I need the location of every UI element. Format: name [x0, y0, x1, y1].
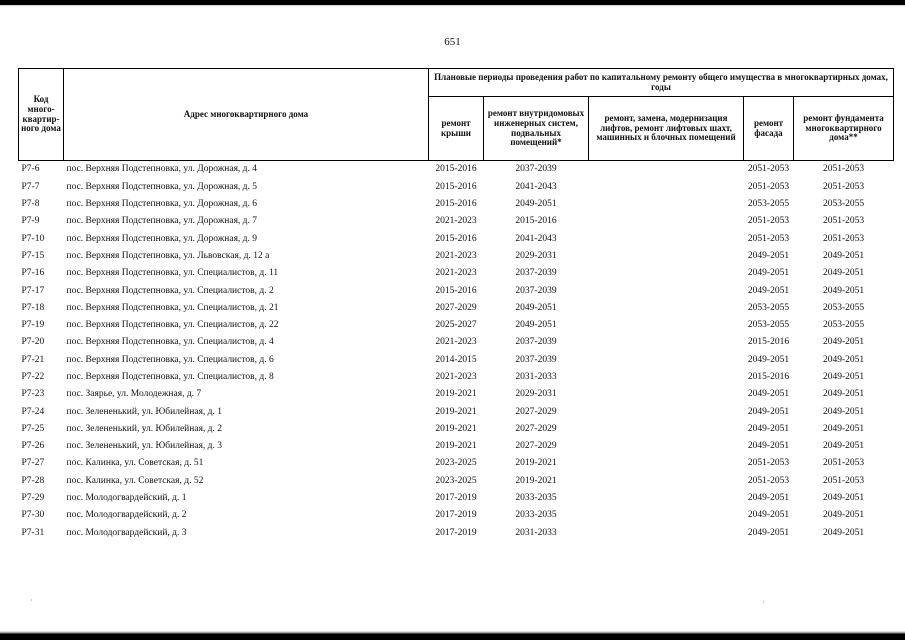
cell-engineering: 2041-2043 — [515, 181, 557, 192]
cell-lift — [589, 490, 744, 507]
cell-facade: 2049-2051 — [747, 406, 790, 417]
scan-top-border — [0, 0, 905, 7]
table-row — [19, 282, 894, 299]
table-row — [19, 213, 894, 230]
cell-address: пос. Верхняя Подстепновка, ул. Дорожная, д. 7 — [66, 216, 258, 227]
cell-roof: 2017-2019 — [435, 510, 477, 521]
cell-foundation: 2049-2051 — [822, 527, 865, 538]
header-engineering: ремонт внутридомовых инженерных систем, подвальных помещений* — [484, 97, 589, 161]
cell-facade: 2049-2051 — [747, 493, 790, 504]
cell-foundation: 2049-2051 — [822, 406, 865, 417]
cell-address: пос. Верхняя Подстепновка, ул. Специалистов, д. 4 — [66, 337, 274, 348]
header-lift: ремонт, замена, модернизация лифтов, ремонт лифтовых шахт, машинных и блочных помещений — [589, 97, 744, 161]
cell-lift — [589, 472, 744, 489]
table-row — [19, 196, 894, 213]
cell-lift — [589, 403, 744, 420]
cell-code: Р7-29 — [21, 493, 45, 504]
cell-roof: 2014-2015 — [435, 354, 477, 365]
cell-code: Р7-9 — [21, 216, 40, 227]
cell-facade: 2051-2053 — [747, 181, 790, 192]
cell-code: Р7-6 — [21, 164, 40, 175]
cell-code: Р7-26 — [21, 441, 45, 452]
cell-foundation: 2049-2051 — [822, 337, 865, 348]
cell-engineering: 2037-2039 — [515, 268, 557, 279]
header-address: Адрес многоквартирного дома — [64, 69, 429, 161]
cell-engineering: 2037-2039 — [515, 164, 557, 175]
cell-lift — [589, 196, 744, 213]
cell-roof: 2019-2021 — [435, 423, 477, 434]
cell-code: Р7-21 — [21, 354, 45, 365]
cell-address: пос. Верхняя Подстепновка, ул. Специалистов, д. 6 — [66, 354, 274, 365]
cell-engineering: 2049-2051 — [515, 302, 557, 313]
table-row — [19, 507, 894, 524]
cell-engineering: 2037-2039 — [515, 337, 557, 348]
cell-address: пос. Зелененький, ул. Юбилейная, д. 3 — [66, 441, 223, 452]
cell-code: Р7-28 — [21, 475, 45, 486]
cell-code: Р7-17 — [21, 285, 45, 296]
cell-code: Р7-25 — [21, 423, 45, 434]
cell-foundation: 2049-2051 — [822, 250, 865, 261]
cell-roof: 2021-2023 — [435, 250, 477, 261]
cell-foundation: 2051-2053 — [822, 475, 865, 486]
cell-roof: 2015-2016 — [435, 233, 477, 244]
cell-facade: 2015-2016 — [747, 371, 790, 382]
cell-address: пос. Заярье, ул. Молодежная, д. 7 — [66, 389, 202, 400]
cell-address: пос. Зелененький, ул. Юбилейная, д. 1 — [66, 406, 223, 417]
cell-roof: 2021-2023 — [435, 268, 477, 279]
cell-roof: 2015-2016 — [435, 181, 477, 192]
cell-roof: 2021-2023 — [435, 371, 477, 382]
cell-facade: 2049-2051 — [747, 268, 790, 279]
cell-facade: 2015-2016 — [747, 337, 790, 348]
cell-address: пос. Молодогвардейский, д. 2 — [66, 510, 187, 521]
cell-foundation: 2051-2053 — [822, 164, 865, 175]
cell-foundation: 2051-2053 — [822, 233, 865, 244]
cell-lift — [589, 420, 744, 437]
cell-address: пос. Зелененький, ул. Юбилейная, д. 2 — [66, 423, 223, 434]
cell-engineering: 2033-2035 — [515, 510, 557, 521]
cell-lift — [589, 282, 744, 299]
cell-foundation: 2049-2051 — [822, 285, 865, 296]
table-row — [19, 334, 894, 351]
cell-address: пос. Калинка, ул. Советская, д. 51 — [66, 458, 204, 469]
cell-code: Р7-16 — [21, 268, 45, 279]
cell-code: Р7-20 — [21, 337, 45, 348]
cell-engineering: 2027-2029 — [515, 441, 557, 452]
cell-foundation: 2051-2053 — [822, 216, 865, 227]
cell-lift — [589, 524, 744, 541]
cell-code: Р7-15 — [21, 250, 45, 261]
cell-code: Р7-8 — [21, 199, 40, 210]
table-row — [19, 472, 894, 489]
cell-engineering: 2031-2033 — [515, 527, 557, 538]
table-row — [19, 420, 894, 437]
cell-facade: 2051-2053 — [747, 164, 790, 175]
table-row — [19, 455, 894, 472]
cell-facade: 2049-2051 — [747, 250, 790, 261]
cell-facade: 2049-2051 — [747, 441, 790, 452]
cell-address: пос. Калинка, ул. Советская, д. 52 — [66, 475, 204, 486]
cell-foundation: 2049-2051 — [822, 354, 865, 365]
cell-address: пос. Верхняя Подстепновка, ул. Дорожная, д. 4 — [66, 164, 258, 175]
cell-lift — [589, 317, 744, 334]
table-row — [19, 438, 894, 455]
cell-address: пос. Верхняя Подстепновка, ул. Специалистов, д. 22 — [66, 320, 279, 331]
cell-code: Р7-27 — [21, 458, 45, 469]
cell-facade: 2051-2053 — [747, 233, 790, 244]
cell-code: Р7-23 — [21, 389, 45, 400]
cell-engineering: 2027-2029 — [515, 406, 557, 417]
cell-roof: 2021-2023 — [435, 337, 477, 348]
table-row — [19, 265, 894, 282]
header-group: Плановые периоды проведения работ по капитальному ремонту общего имущества в многоквартирных домах, годы — [429, 69, 894, 97]
cell-facade: 2053-2055 — [747, 199, 790, 210]
table-row — [19, 386, 894, 403]
cell-engineering: 2049-2051 — [515, 320, 557, 331]
cell-roof: 2015-2016 — [435, 164, 477, 175]
cell-roof: 2021-2023 — [435, 216, 477, 227]
cell-engineering: 2019-2021 — [515, 458, 557, 469]
cell-roof: 2017-2019 — [435, 493, 477, 504]
cell-roof: 2027-2029 — [435, 302, 477, 313]
cell-engineering: 2027-2029 — [515, 423, 557, 434]
cell-lift — [589, 161, 744, 179]
header-facade: ремонт фасада — [744, 97, 794, 161]
cell-facade: 2053-2055 — [747, 320, 790, 331]
cell-address: пос. Верхняя Подстепновка, ул. Дорожная, д. 6 — [66, 199, 258, 210]
cell-lift — [589, 438, 744, 455]
cell-lift — [589, 247, 744, 264]
cell-lift — [589, 213, 744, 230]
cell-lift — [589, 265, 744, 282]
cell-code: Р7-30 — [21, 510, 45, 521]
table-row — [19, 247, 894, 264]
cell-lift — [589, 334, 744, 351]
cell-facade: 2049-2051 — [747, 285, 790, 296]
table-row — [19, 403, 894, 420]
cell-foundation: 2053-2055 — [822, 302, 865, 313]
cell-lift — [589, 386, 744, 403]
cell-address: пос. Молодогвардейский, д. 3 — [66, 527, 187, 538]
table-row — [19, 524, 894, 541]
cell-engineering: 2031-2033 — [515, 371, 557, 382]
cell-roof: 2019-2021 — [435, 441, 477, 452]
capital-repair-table — [18, 68, 894, 542]
header-roof: ремонт крыши — [429, 97, 484, 161]
table-row — [19, 161, 894, 179]
cell-address: пос. Молодогвардейский, д. 1 — [66, 493, 187, 504]
cell-facade: 2049-2051 — [747, 527, 790, 538]
cell-facade: 2049-2051 — [747, 423, 790, 434]
table-row — [19, 230, 894, 247]
cell-roof: 2015-2016 — [435, 285, 477, 296]
cell-facade: 2051-2053 — [747, 475, 790, 486]
cell-foundation: 2049-2051 — [822, 510, 865, 521]
cell-address: пос. Верхняя Подстепновка, ул. Львовская, д. 12 а — [66, 250, 270, 261]
cell-code: Р7-10 — [21, 233, 45, 244]
cell-lift — [589, 351, 744, 368]
cell-address: пос. Верхняя Подстепновка, ул. Дорожная, д. 9 — [66, 233, 258, 244]
cell-lift — [589, 178, 744, 195]
cell-roof: 2023-2025 — [435, 475, 477, 486]
cell-roof: 2019-2021 — [435, 406, 477, 417]
cell-facade: 2049-2051 — [747, 354, 790, 365]
cell-lift — [589, 369, 744, 386]
table-row — [19, 299, 894, 316]
cell-lift — [589, 230, 744, 247]
cell-foundation: 2053-2055 — [822, 199, 865, 210]
cell-foundation: 2053-2055 — [822, 320, 865, 331]
table-row — [19, 351, 894, 368]
cell-facade: 2053-2055 — [747, 302, 790, 313]
cell-roof: 2025-2027 — [435, 320, 477, 331]
cell-foundation: 2049-2051 — [822, 389, 865, 400]
cell-code: Р7-24 — [21, 406, 45, 417]
cell-facade: 2049-2051 — [747, 389, 790, 400]
cell-foundation: 2049-2051 — [822, 423, 865, 434]
table-row — [19, 369, 894, 386]
cell-address: пос. Верхняя Подстепновка, ул. Специалистов, д. 8 — [66, 371, 274, 382]
cell-engineering: 2033-2035 — [515, 493, 557, 504]
cell-engineering: 2015-2016 — [515, 216, 557, 227]
cell-code: Р7-22 — [21, 371, 45, 382]
cell-address: пос. Верхняя Подстепновка, ул. Специалистов, д. 11 — [66, 268, 279, 279]
cell-facade: 2051-2053 — [747, 458, 790, 469]
cell-address: пос. Верхняя Подстепновка, ул. Специалистов, д. 21 — [66, 302, 279, 313]
cell-foundation: 2051-2053 — [822, 181, 865, 192]
cell-roof: 2023-2025 — [435, 458, 477, 469]
cell-code: Р7-31 — [21, 527, 45, 538]
cell-foundation: 2049-2051 — [822, 441, 865, 452]
cell-lift — [589, 507, 744, 524]
scan-speck: · — [30, 596, 33, 605]
table-body — [19, 161, 894, 542]
header-code: Код много-квартир-ного дома — [19, 69, 64, 161]
scan-speck: · — [762, 598, 765, 607]
cell-engineering: 2029-2031 — [515, 389, 557, 400]
cell-lift — [589, 455, 744, 472]
cell-lift — [589, 299, 744, 316]
cell-code: Р7-7 — [21, 181, 40, 192]
cell-engineering: 2041-2043 — [515, 233, 557, 244]
cell-foundation: 2049-2051 — [822, 268, 865, 279]
scan-bottom-border — [0, 631, 905, 640]
table-row — [19, 490, 894, 507]
cell-engineering: 2049-2051 — [515, 199, 557, 210]
cell-roof: 2017-2019 — [435, 527, 477, 538]
page-number: 651 — [444, 36, 461, 48]
cell-code: Р7-19 — [21, 320, 45, 331]
cell-foundation: 2051-2053 — [822, 458, 865, 469]
cell-foundation: 2049-2051 — [822, 493, 865, 504]
cell-engineering: 2019-2021 — [515, 475, 557, 486]
cell-facade: 2051-2053 — [747, 216, 790, 227]
cell-code: Р7-18 — [21, 302, 45, 313]
header-foundation: ремонт фундамента многоквартирного дома** — [794, 97, 894, 161]
table-row — [19, 178, 894, 195]
cell-address: пос. Верхняя Подстепновка, ул. Специалистов, д. 2 — [66, 285, 274, 296]
cell-roof: 2019-2021 — [435, 389, 477, 400]
cell-address: пос. Верхняя Подстепновка, ул. Дорожная, д. 5 — [66, 181, 258, 192]
table-row — [19, 317, 894, 334]
cell-engineering: 2037-2039 — [515, 285, 557, 296]
cell-roof: 2015-2016 — [435, 199, 477, 210]
cell-engineering: 2029-2031 — [515, 250, 557, 261]
cell-facade: 2049-2051 — [747, 510, 790, 521]
cell-foundation: 2049-2051 — [822, 371, 865, 382]
cell-engineering: 2037-2039 — [515, 354, 557, 365]
